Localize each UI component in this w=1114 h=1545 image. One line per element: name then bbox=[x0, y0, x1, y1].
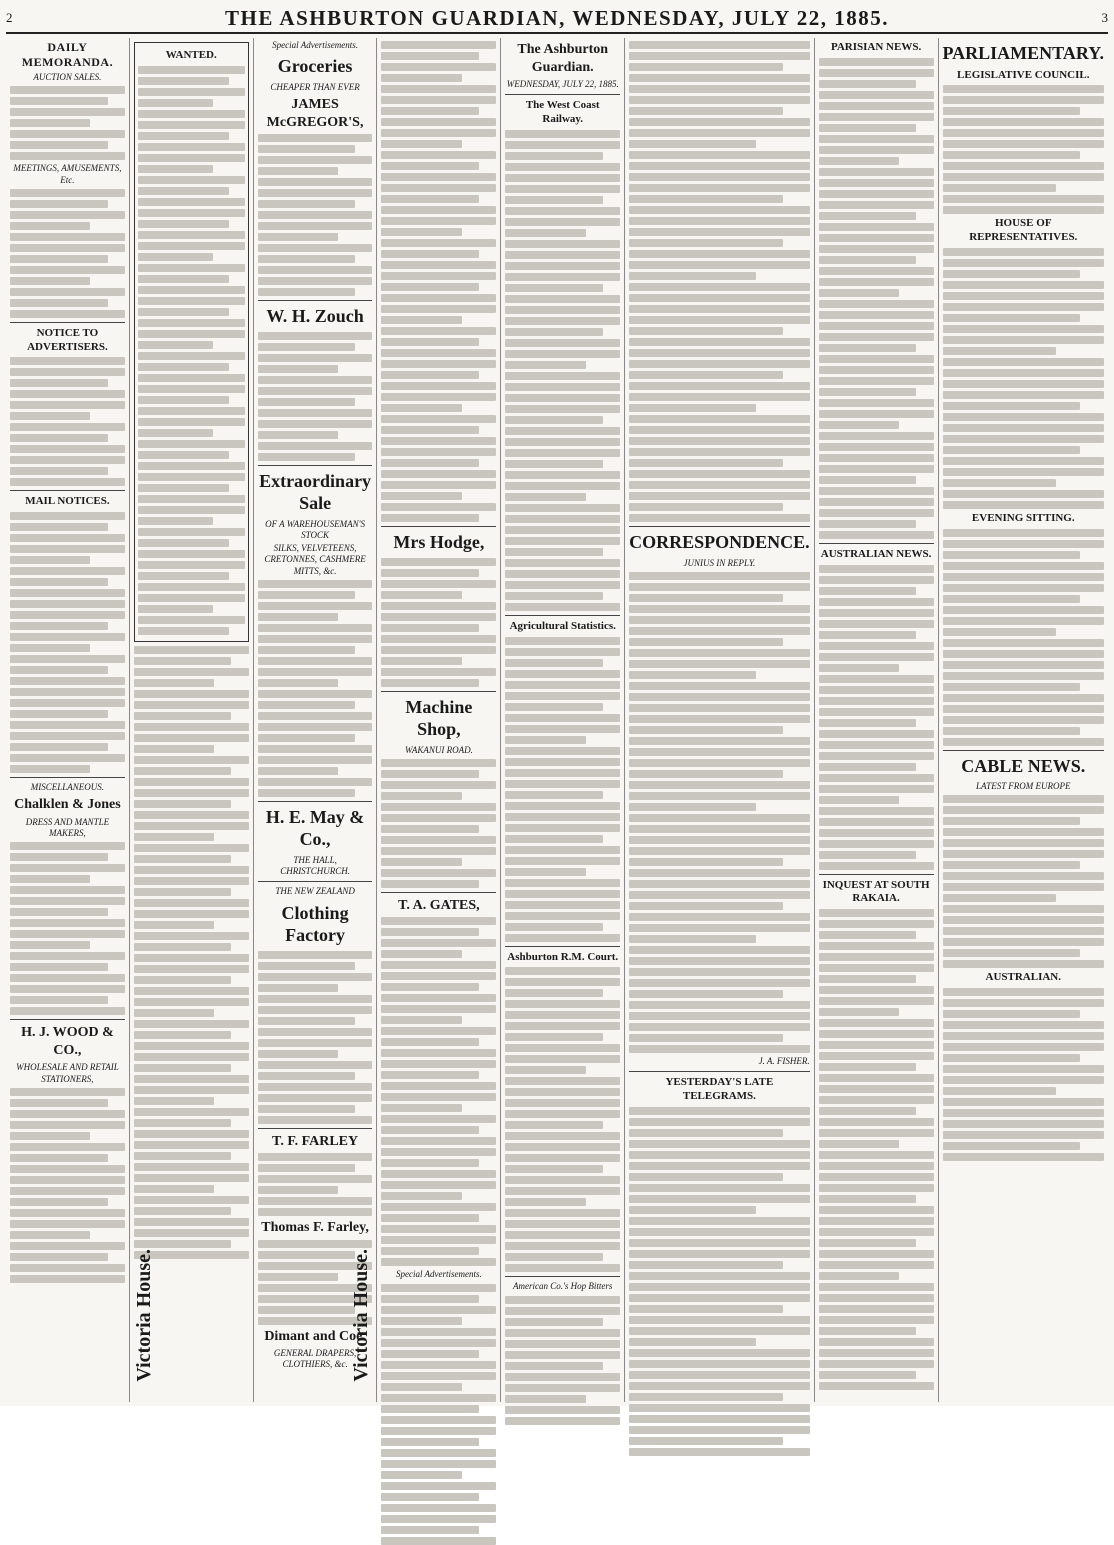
grocer-name: JAMES McGREGOR'S, bbox=[266, 97, 364, 130]
zouch-heading: W. H. Zouch bbox=[266, 306, 364, 326]
chalklen-jones-trade: DRESS AND MANTLE MAKERS, bbox=[25, 816, 110, 838]
australian-heading: AUSTRALIAN. bbox=[985, 971, 1062, 984]
cable-news-heading: CABLE NEWS. bbox=[961, 755, 1086, 776]
parliamentary-heading: PARLIAMENTARY. bbox=[942, 43, 1105, 63]
dimant-coe-sub: GENERAL DRAPERS, CLOTHIERS, &c. bbox=[273, 1348, 357, 1370]
wanted-box bbox=[134, 42, 249, 642]
column-7 bbox=[815, 38, 939, 1402]
daily-memoranda-heading: DAILY MEMORANDA. bbox=[21, 40, 114, 69]
special-advertisements-heading: Special Advertisements. bbox=[272, 40, 358, 50]
clothing-factory-heading: Clothing Factory bbox=[281, 902, 349, 945]
notice-to-advertisers-heading: NOTICE TO ADVERTISERS. bbox=[27, 326, 108, 353]
column-5 bbox=[501, 38, 625, 1402]
legislative-council-heading: LEGISLATIVE COUNCIL. bbox=[957, 68, 1090, 81]
page-number-left: 2 bbox=[6, 10, 13, 25]
special-advertisements-2-heading: Special Advertisements. bbox=[395, 1269, 482, 1280]
cable-news-sub: LATEST FROM EUROPE bbox=[976, 781, 1071, 791]
column-8 bbox=[939, 38, 1109, 1402]
sale-sub: OF A WAREHOUSEMAN'S STOCK bbox=[265, 518, 366, 540]
late-telegrams-heading: YESTERDAY'S LATE TELEGRAMS. bbox=[665, 1076, 774, 1102]
groceries-heading: Groceries bbox=[277, 56, 353, 77]
may-co-heading: H. E. May & Co., bbox=[265, 806, 365, 850]
correspondence-heading: CORRESPONDENCE. bbox=[629, 532, 810, 552]
victoria-house-vertical-left: Victoria House. bbox=[132, 1249, 155, 1382]
meetings-heading: MEETINGS, AMUSEMENTS, Etc. bbox=[13, 163, 122, 185]
may-co-sub: THE HALL, CHRISTCHURCH. bbox=[280, 854, 350, 876]
dimant-coe-heading: Dimant and Coe. bbox=[264, 1328, 366, 1344]
issue-date: WEDNESDAY, JULY 22, 1885. bbox=[506, 79, 619, 89]
rm-court-heading: Ashburton R.M. Court. bbox=[507, 950, 619, 963]
junius-heading: JUNIUS IN REPLY. bbox=[683, 557, 756, 568]
wood-co-name: H. J. WOOD & CO., bbox=[21, 1025, 114, 1058]
mail-notices-heading: MAIL NOTICES. bbox=[25, 495, 110, 508]
agricultural-statistics-heading: Agricultural Statistics. bbox=[509, 619, 616, 632]
clothing-factory-sub: THE NEW ZEALAND bbox=[275, 886, 355, 897]
column-1 bbox=[6, 38, 130, 1402]
hop-bitters-heading: American Co.'s Hop Bitters bbox=[513, 1281, 613, 1292]
columns bbox=[6, 38, 1108, 1402]
guardian-masthead: The Ashburton Guardian. bbox=[517, 42, 609, 75]
inquest-heading: INQUEST AT SOUTH RAKAIA. bbox=[822, 878, 930, 905]
signature: J. A. FISHER. bbox=[758, 1055, 810, 1066]
chalklen-jones-name: Chalklen & Jones bbox=[14, 797, 121, 813]
victoria-house-vertical-right: Victoria House. bbox=[350, 1249, 373, 1382]
groceries-sub: CHEAPER THAN EVER bbox=[270, 81, 360, 92]
wood-co-trade: WHOLESALE AND RETAIL STATIONERS, bbox=[16, 1062, 119, 1084]
auction-sales-heading: AUCTION SALES. bbox=[33, 72, 102, 82]
sale-items: SILKS, VELVETEENS, CRETONNES, CASHMERE MITTS, &c. bbox=[264, 543, 366, 576]
column-2 bbox=[130, 38, 254, 1402]
parisian-news-heading: PARISIAN NEWS. bbox=[830, 41, 922, 53]
machine-shop-heading: Machine Shop, bbox=[405, 696, 473, 739]
column-3 bbox=[254, 38, 378, 1402]
machine-shop-sub: WAKANUI ROAD. bbox=[404, 744, 473, 755]
newspaper-title: THE ASHBURTON GUARDIAN, WEDNESDAY, JULY 22, 1885. bbox=[224, 5, 889, 30]
farley-heading: T. F. FARLEY bbox=[272, 1133, 359, 1149]
column-4 bbox=[377, 38, 501, 1402]
page-number-right: 3 bbox=[1101, 10, 1108, 25]
australian-news-heading: AUSTRALIAN NEWS. bbox=[820, 547, 932, 560]
house-of-representatives-heading: HOUSE OF REPRESENTATIVES. bbox=[969, 217, 1078, 243]
evening-sitting-heading: EVENING SITTING. bbox=[971, 511, 1075, 524]
mrs-hodge-heading: Mrs Hodge, bbox=[393, 532, 485, 552]
extraordinary-sale-heading: Extraordinary Sale bbox=[259, 470, 372, 513]
wanted-heading: WANTED. bbox=[165, 49, 217, 61]
column-6 bbox=[625, 38, 815, 1402]
masthead bbox=[6, 4, 1108, 34]
west-coast-railway-heading: The West Coast Railway. bbox=[525, 99, 600, 125]
farley-name: Thomas F. Farley, bbox=[261, 1220, 369, 1235]
miscellaneous-heading: MISCELLANEOUS. bbox=[30, 782, 105, 792]
gates-heading: T. A. GATES, bbox=[398, 897, 480, 913]
